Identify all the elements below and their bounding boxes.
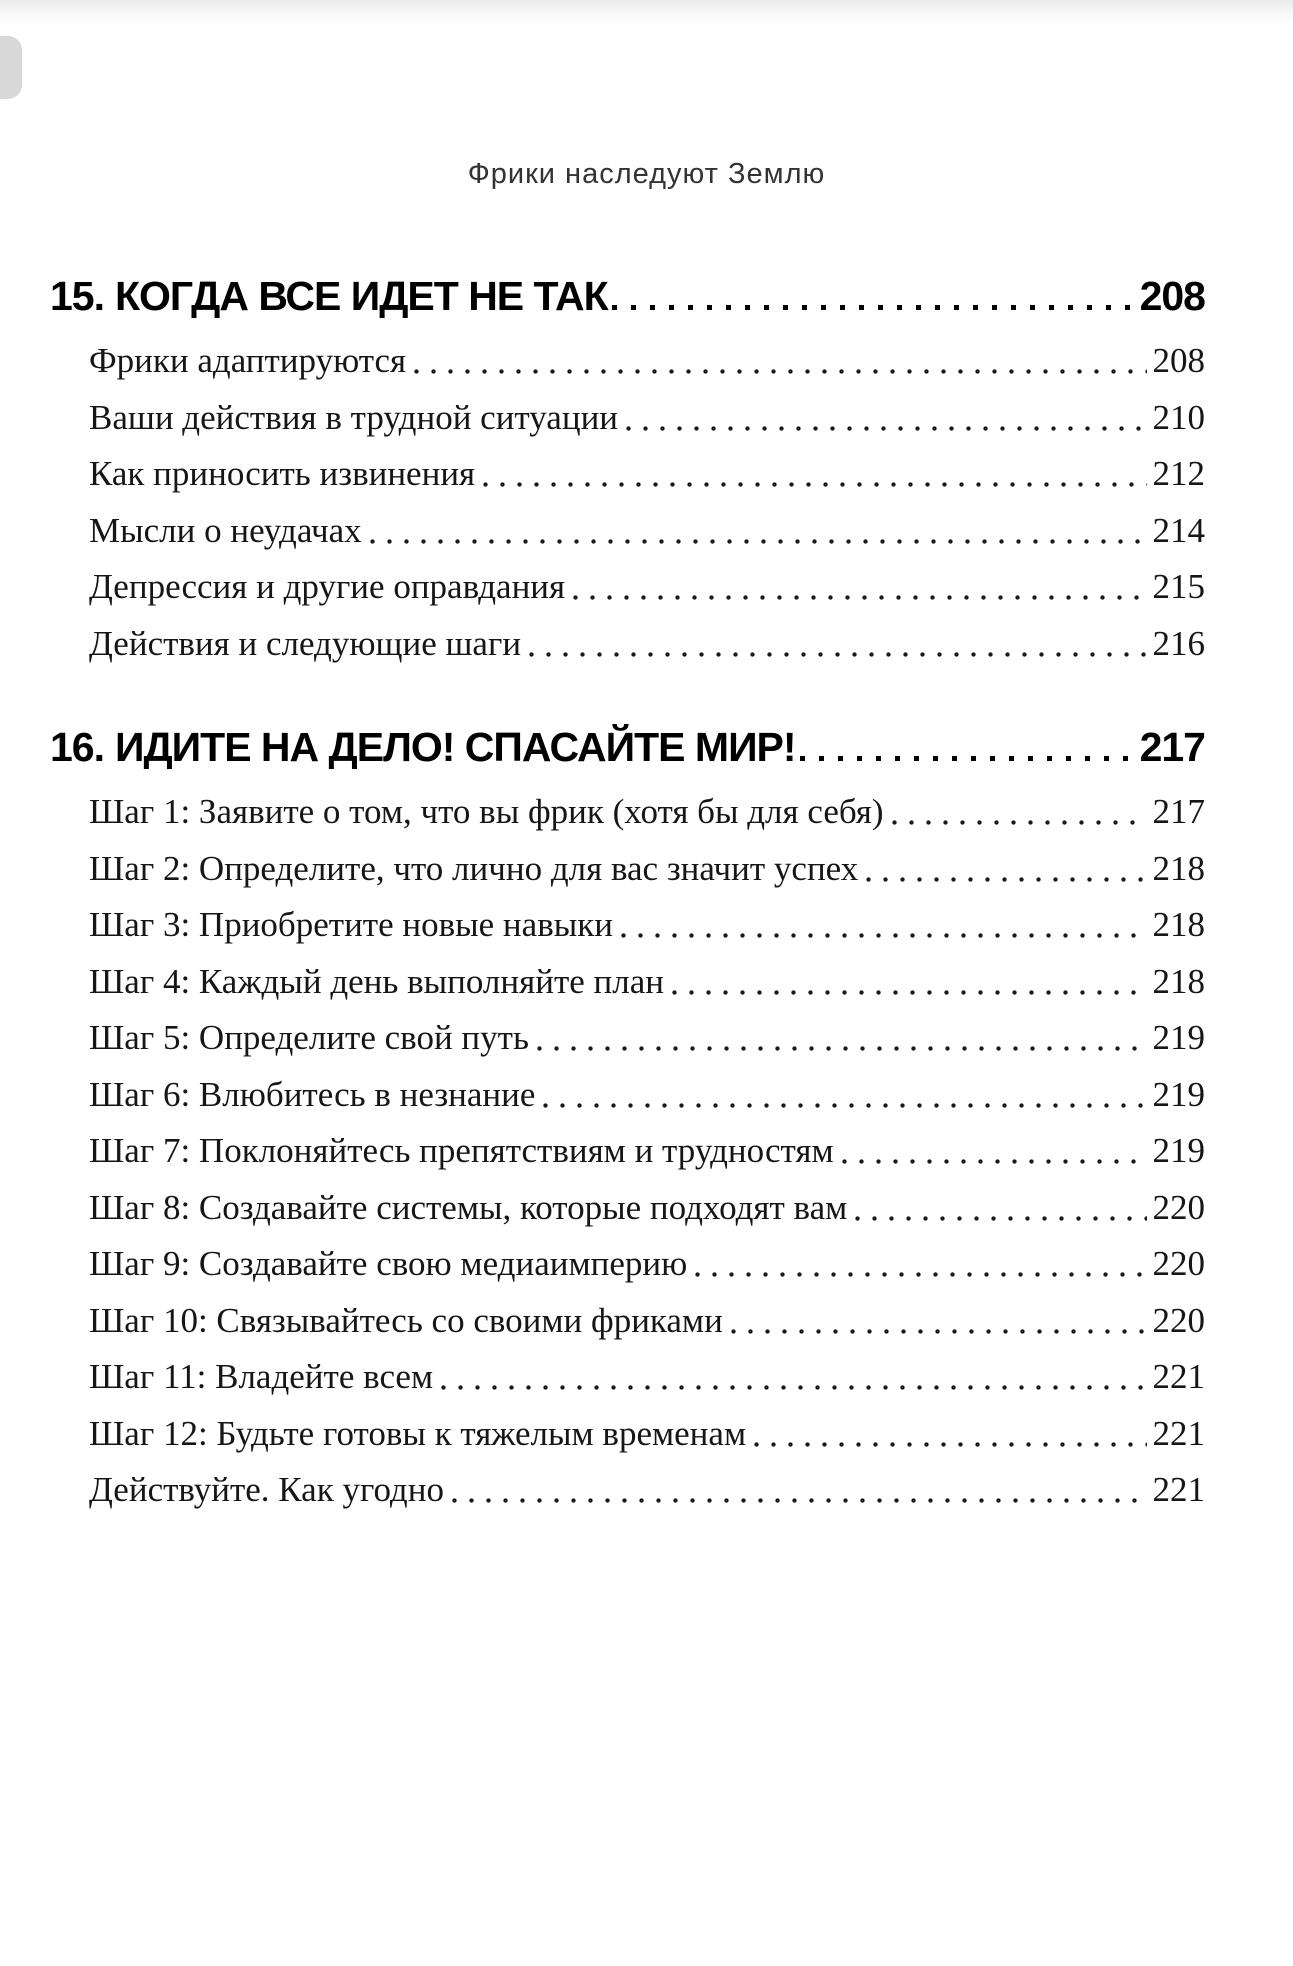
dot-leader: [695, 1236, 1146, 1293]
toc-entry[interactable]: [89, 559, 1205, 616]
dot-leader: [892, 784, 1147, 841]
toc-entry[interactable]: [89, 333, 1205, 390]
entry-title: Фрики адаптируются: [89, 341, 407, 380]
dot-leader: [672, 954, 1147, 1011]
toc-entry[interactable]: [89, 1180, 1205, 1237]
toc-entry[interactable]: [89, 1123, 1205, 1180]
entry-page-number: 218: [1152, 848, 1205, 888]
entry-title: Депрессия и другие оправдания: [89, 567, 566, 606]
toc-entry[interactable]: [89, 1462, 1205, 1519]
entry-title: Шаг 6: Влюбитесь в незнание: [89, 1074, 536, 1114]
dot-leader: [452, 1462, 1147, 1519]
toc-entry[interactable]: [89, 446, 1205, 503]
running-header: Фрики наследуют Землю: [467, 158, 826, 190]
entry-title: Шаг 4: Каждый день выполняйте план: [89, 961, 664, 1001]
toc-entry[interactable]: [89, 897, 1205, 954]
entry-page-number: 221: [1152, 1470, 1205, 1509]
entry-page-number: 216: [1152, 623, 1205, 663]
dot-leader: [483, 446, 1146, 503]
entry-page-number: 219: [1152, 1074, 1205, 1114]
entry-page-number: 218: [1152, 905, 1205, 944]
entry-page-number: 221: [1152, 1357, 1205, 1396]
toc-entry[interactable]: [89, 616, 1205, 673]
dot-leader: [573, 559, 1146, 616]
chapter-title: КОГДА ВСЕ ИДЕТ НЕ ТАК: [115, 273, 608, 319]
toc-section: [50, 724, 1205, 1519]
entry-title: Действия и следующие шаги: [89, 623, 522, 663]
entry-title: Шаг 7: Поклоняйтесь препятствиям и трудностям: [89, 1131, 834, 1170]
top-shadow-gradient: [0, 0, 1293, 24]
toc-entry[interactable]: [89, 1010, 1205, 1067]
table-of-contents: [50, 273, 1205, 1519]
entry-title: Шаг 5: Определите свой путь: [89, 1018, 529, 1057]
entry-page-number: 217: [1152, 792, 1205, 831]
entry-page-number: 220: [1152, 1300, 1205, 1340]
toc-section: [50, 273, 1205, 672]
entry-page-number: 219: [1152, 1131, 1205, 1170]
dot-leader: [754, 1406, 1146, 1463]
entry-page-number: 220: [1152, 1187, 1205, 1227]
entry-title: Мысли о неудачах: [89, 510, 362, 550]
toc-entry[interactable]: [89, 1067, 1205, 1124]
dot-leader: [370, 503, 1147, 560]
toc-section-items: [50, 784, 1205, 1519]
toc-section-items: [50, 333, 1205, 672]
entry-title: Шаг 8: Создавайте системы, которые подходят вам: [89, 1187, 848, 1227]
entry-title: Шаг 12: Будьте готовы к тяжелым временам: [89, 1413, 747, 1453]
entry-page-number: 221: [1152, 1413, 1205, 1453]
left-edge-handle[interactable]: [0, 36, 22, 99]
entry-page-number: 215: [1152, 567, 1205, 606]
toc-entry[interactable]: [89, 1406, 1205, 1463]
toc-entry[interactable]: [89, 1293, 1205, 1350]
toc-chapter-heading[interactable]: [50, 273, 1205, 320]
entry-title: Ваши действия в трудной ситуации: [89, 397, 619, 437]
toc-chapter-heading[interactable]: [50, 724, 1205, 771]
dot-leader: [612, 273, 1132, 320]
entry-title: Как приносить извинения: [89, 454, 476, 493]
entry-title: Шаг 9: Создавайте свою медиаимперию: [89, 1244, 688, 1283]
entry-title: Шаг 2: Определите, что лично для вас значит успех: [89, 848, 859, 888]
entry-page-number: 208: [1152, 341, 1205, 380]
entry-page-number: 219: [1152, 1018, 1205, 1057]
entry-page-number: 218: [1152, 961, 1205, 1001]
dot-leader: [529, 616, 1146, 673]
toc-entry[interactable]: [89, 503, 1205, 560]
entry-page-number: 214: [1152, 510, 1205, 550]
entry-title: Шаг 11: Владейте всем: [89, 1357, 434, 1396]
dot-leader: [537, 1010, 1147, 1067]
toc-entry[interactable]: [89, 841, 1205, 898]
dot-leader: [621, 897, 1147, 954]
toc-entry[interactable]: [89, 784, 1205, 841]
chapter-number: 16.: [50, 724, 104, 770]
chapter-page-number: 217: [1139, 724, 1205, 770]
dot-leader: [800, 724, 1132, 771]
entry-page-number: 212: [1152, 454, 1205, 493]
toc-entry[interactable]: [89, 954, 1205, 1011]
dot-leader: [543, 1067, 1146, 1124]
entry-title: Шаг 1: Заявите о том, что вы фрик (хотя бы для себя): [89, 792, 884, 831]
dot-leader: [842, 1123, 1147, 1180]
entry-title: Шаг 3: Приобретите новые навыки: [89, 905, 613, 944]
dot-leader: [441, 1349, 1146, 1406]
dot-leader: [731, 1293, 1147, 1350]
dot-leader: [414, 333, 1146, 390]
entry-title: Действуйте. Как угодно: [89, 1470, 444, 1509]
dot-leader: [626, 390, 1146, 447]
toc-entry[interactable]: [89, 390, 1205, 447]
entry-title: Шаг 10: Связывайтесь со своими фриками: [89, 1300, 723, 1340]
dot-leader: [855, 1180, 1146, 1237]
toc-entry[interactable]: [89, 1349, 1205, 1406]
chapter-page-number: 208: [1139, 273, 1205, 319]
chapter-title: ИДИТЕ НА ДЕЛО! СПАСАЙТЕ МИР!: [115, 724, 796, 770]
dot-leader: [866, 841, 1146, 898]
entry-page-number: 220: [1152, 1244, 1205, 1283]
toc-entry[interactable]: [89, 1236, 1205, 1293]
entry-page-number: 210: [1152, 397, 1205, 437]
chapter-number: 15.: [50, 273, 104, 319]
